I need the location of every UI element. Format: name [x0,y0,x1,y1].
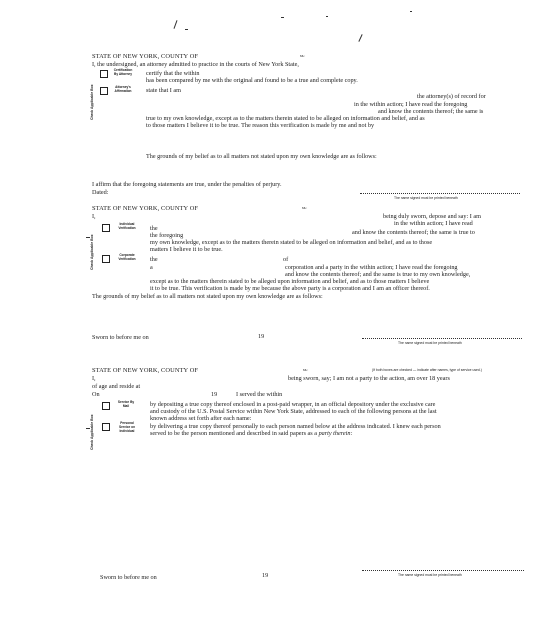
scan-mark [281,17,284,18]
mail-line2: and custody of the U.S. Postal Service within New York State, addressed to each of the following persons at the last [150,408,437,415]
aff-right3: and know the contents thereof; the same is [378,108,484,115]
certification-label: Certification By Attorney [113,68,133,76]
service-year: 19 [211,391,218,398]
scan-mark [410,11,412,12]
corp-a: a [150,264,153,271]
individual-verification-checkbox[interactable] [102,224,110,232]
aff-right2: in the within action; I have read the foregoing [354,101,468,108]
service-by-mail-checkbox[interactable] [102,402,110,410]
pers-line2-text: served to be the person mentioned and described in said papers as a [150,430,318,437]
venue-ss: ss.: [302,206,308,210]
sworn-right: being duly sworn, depose and say: I am [383,213,481,220]
grounds-2: The grounds of my belief as to all matters not stated upon my own knowledge are as follows: [92,293,323,300]
on-label: On [92,391,100,398]
margin-mark [86,237,90,238]
corp-line1: except as to the matters therein stated to be alleged upon information and belief, and as to those matters I believe [150,278,430,285]
sworn-before: Sworn to before me on [92,334,149,341]
venue-state: STATE OF NEW YORK, COUNTY OF [92,53,199,60]
check-box-side-label: Check Applicable Box [90,84,94,120]
check-box-side-label: Check Applicable Box [90,234,94,270]
attorney-intro: I, the undersigned, an attorney admitted to practice in the courts of New York State, [92,61,299,68]
venue-state: STATE OF NEW YORK, COUNTY OF [92,205,199,212]
corp-the: the [150,256,158,263]
aff-line3: to those matters I believe it to be true. The reason this verification is made by me and not by [146,122,375,129]
scan-mark [358,34,362,42]
scan-mark [326,16,328,17]
personal-service-label: Personal Service on Individual [118,421,136,433]
ind-line1: my own knowledge, except as to the matters therein stated to be alleged on information and belief, and as to those [150,239,433,246]
affirmation-label: Attorney's Affirmation [114,85,132,93]
party-therein: party therein: [318,430,353,437]
corporate-verification-checkbox[interactable] [102,255,110,263]
signature-caption: The name signed must be printed beneath [398,341,462,345]
corp-of: of [283,256,289,263]
corp-right2: and know the contents thereof; and the same is true to my own knowledge, [285,271,471,278]
sworn-year: 19 [262,572,269,579]
signature-caption: The name signed must be printed beneath [394,196,458,200]
affiant-i: I, [92,375,96,382]
pers-line1: by delivering a true copy thereof personally to each person named below at the address indicated. I knew each person [150,423,441,430]
affirmation-checkbox[interactable] [100,87,108,95]
served-within: I served the within [236,391,283,398]
dated-label: Dated: [92,189,109,196]
corp-right1: corporation and a party in the within action; I have read the foregoing [285,264,458,271]
signature-line [360,193,520,194]
cert-line1: certify that the within [146,70,200,77]
ind-know: and know the contents thereof; the same is true to [352,229,475,236]
aff-line2: true to my own knowledge, except as to the matters therein stated to be alleged on information and belief, and as [146,115,425,122]
grounds-1: The grounds of my belief as to all matters not stated upon my own knowledge are as follows: [146,153,377,160]
signature-line [362,338,522,339]
signature-line [362,570,524,571]
affirm-statement: I affirm that the foregoing statements are true, under the penalties of perjury. [92,181,282,188]
pers-line2 [150,430,353,437]
ind-foregoing: the foregoing [150,232,184,239]
ind-line2: matters I believe it to be true. [150,246,223,253]
sworn-year: 19 [258,333,265,340]
reside-at: of age and reside at [92,383,141,390]
sworn-right: being sworn, say; I am not a party to the action, am over 18 years [288,375,450,382]
venue-ss: ss.: [300,54,306,58]
venue-ss: ss.: [303,368,309,372]
sworn-before: Sworn to before me on [100,574,157,581]
service-by-mail-label: Service By Mail [117,400,135,408]
corporate-verification-label: Corporate Verification [118,253,136,261]
deponent-i: I, [92,213,96,220]
signature-caption: The name signed must be printed beneath [398,573,462,577]
aff-line1: state that I am [146,87,181,94]
scan-mark [185,29,188,30]
check-box-side-label: Check Applicable Box [90,414,94,450]
corp-line2: it to be true. This verification is made by me because the above party is a corporation and I am an officer thereof. [150,285,430,292]
ind-the: the [150,225,158,232]
cert-line2: has been compared by me with the original and found to be a true and complete copy. [146,77,358,84]
mail-line3: known address set forth after each name: [150,415,252,422]
box-note: (If both boxes are checked — indicate after names, type of service used.) [372,368,482,372]
certification-checkbox[interactable] [100,70,108,78]
aff-right1: the attorney(s) of record for [417,93,486,100]
individual-verification-label: Individual Verification [118,222,136,230]
mail-line1: by depositing a true copy thereof enclosed in a post-paid wrapper, in an official depository under the exclusive care [150,401,436,408]
ind-action: in the within action; I have read [394,220,473,227]
personal-service-checkbox[interactable] [102,423,110,431]
scan-mark [173,20,177,29]
venue-state: STATE OF NEW YORK, COUNTY OF [92,367,199,374]
margin-mark [86,428,90,429]
